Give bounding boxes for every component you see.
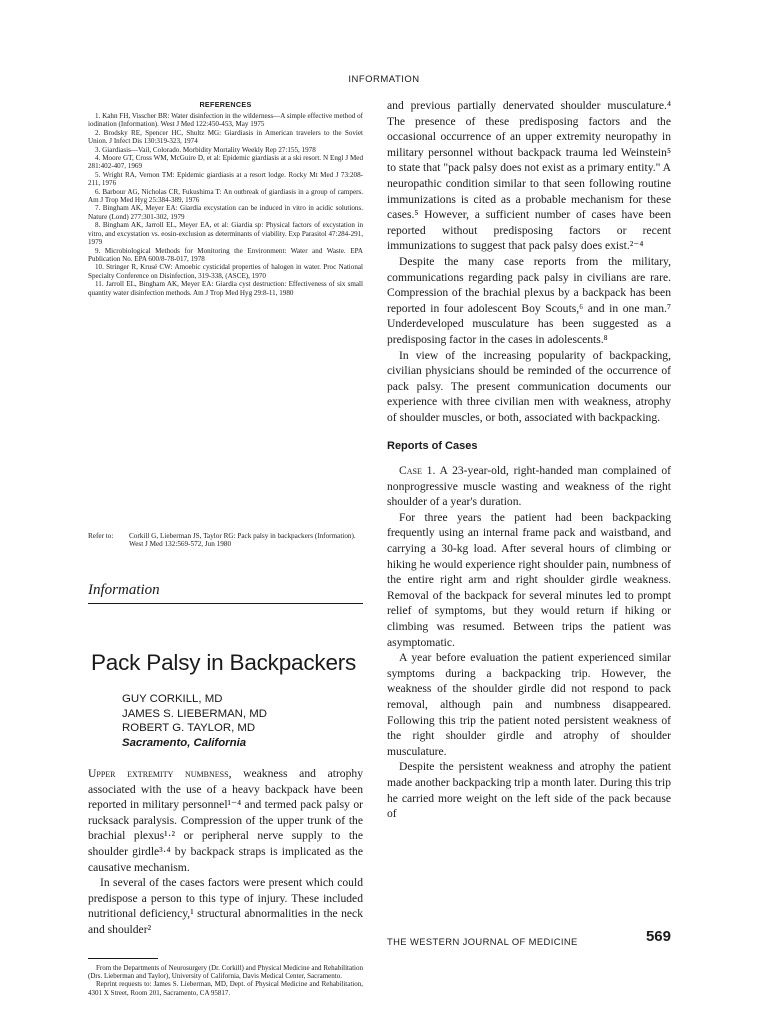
page-number: 569 bbox=[645, 928, 671, 945]
article-body-right bbox=[387, 98, 671, 822]
body-paragraph: For three years the patient had been backpacking frequently using an internal frame pack and waistband, and carrying a 30-kg load. After several hours of climbing or hiking he would experience right shoulder pain, numbness of the entire right arm and right shoulder girdle weakness. Removal of the backpack for several minutes led to prompt relief of symptoms, but they would return if hiking or climbing was resumed. Between trips the patient was asymptomatic. bbox=[387, 510, 671, 649]
reference-item: 5. Wright RA, Vernon TM: Epidemic giardiasis at a resort lodge. Rocky Mt Med J 73:208-211, 1976 bbox=[88, 170, 363, 188]
reference-item: 2. Brodsky RE, Spencer HC, Shultz MG: Giardiasis in American travelers to the Soviet Union. J Infect Dis 130:319-323, 1974 bbox=[88, 128, 363, 146]
paragraph-text: weakness and atrophy associated with the use of a heavy backpack have been reported in military personnel¹⁻⁴ and termed pack palsy or rucksack paralysis. Compression of the upper trunk of the brachial plexus¹·² or peripheral nerve supply to the shoulder girdle³·⁴ by backpack straps is implicated as the causative mechanism. bbox=[88, 767, 363, 874]
body-paragraph bbox=[387, 463, 671, 510]
author-name: GUY CORKILL, MD bbox=[122, 693, 223, 705]
reference-item: 9. Microbiological Methods for Monitoring the Environment: Water and Waste. EPA Publication No. EPA 600/8-78-017, 1978 bbox=[88, 246, 363, 263]
body-paragraph: Despite the many case reports from the military, communications regarding pack palsy in civilians are rare. Compression of the brachial plexus by a backpack has been reported in four adolescent Boy Scouts,⁶ and in one man.⁷ Underdeveloped musculature has been suggested as a predisposing factor in the cases in adolescents.⁸ bbox=[387, 254, 671, 346]
footnote-reprint: Reprint requests to: James S. Lieberman, MD, Dept. of Physical Medicine and Rehabilitation, 4301 X Street, Room 201, Sacramento, CA 95817. bbox=[88, 980, 363, 997]
article-body-left bbox=[88, 766, 363, 938]
footnote-affiliation: From the Departments of Neurosurgery (Dr. Corkill) and Physical Medicine and Rehabilitation (Drs. Lieberman and Taylor), University of California, Davis Medical Center, Sacramento. bbox=[88, 964, 363, 981]
journal-name: THE WESTERN JOURNAL OF MEDICINE bbox=[387, 936, 578, 947]
lead-in-small-caps: Upper extremity numbness, bbox=[88, 767, 232, 780]
reference-item: 1. Kahn FH, Visscher BR: Water disinfection in the wilderness—A simple effective method of iodination (Information). West J Med 122:450-453, May 1975 bbox=[88, 112, 363, 129]
references-heading: REFERENCES bbox=[199, 100, 252, 109]
body-paragraph: and previous partially denervated shoulder musculature.⁴ The presence of these predisposing factors and the occasional occurrence of an upper extremity neuropathy in military personnel without backpack trauma led Weinstein⁵ to state that "pack palsy does not exist as a primary entity." A neuropathic condition similar to that seen following routine immunizations is cited as a probable mechanism for these cases.⁵ However, a sufficient number of cases have been reported without predisposing factors or recent immunizations to suggest that pack palsy does exist.²⁻⁴ bbox=[387, 99, 672, 253]
reference-item: 8. Bingham AK, Jarroll EL, Meyer EA, et al: Giardia sp: Physical factors of excystation in vitro, and excystation vs. eosin-exclusion as determinants of viability. Exp Parasitol 47:284-291, 1979 bbox=[88, 221, 363, 247]
reference-item: 4. Moore GT, Cross WM, McGuire D, et al: Epidemic giardiasis at a ski resort. N Engl J Med 281:402-407, 1969 bbox=[88, 154, 363, 171]
body-paragraph: In view of the increasing popularity of backpacking, civilian physicians should be reminded of the occurrence of pack palsy. The present communication documents our experience with three civilian men with weakness, atrophy of shoulder muscles, or both, associated with backpacking. bbox=[387, 348, 671, 424]
reference-item: 11. Jarroll EL, Bingham AK, Meyer EA: Giardia cyst destruction: Effectiveness of six small quantity water disinfection methods. Am J Trop Med Hyg 29:8-11, 1980 bbox=[88, 280, 363, 297]
page-footer bbox=[387, 928, 671, 950]
body-paragraph: A year before evaluation the patient experienced similar symptoms during a backpacking trip. However, the weakness of the shoulder girdle did not respond to pack removal, although pain and numbness disappeared. Following this trip the patient noted persistent weakness of the right shoulder girdle and atrophy of shoulder musculature. bbox=[387, 651, 671, 758]
left-column bbox=[88, 98, 363, 997]
reference-item: 6. Barbour AG, Nicholas CR, Fukushima T: An outbreak of giardiasis in a group of campers. Am J Trop Med Hyg 25:384-389, 1976 bbox=[88, 187, 363, 205]
refer-to-citation bbox=[88, 532, 363, 549]
author-block bbox=[122, 692, 362, 750]
section-subheading: Reports of Cases bbox=[387, 440, 478, 453]
refer-to-label: Refer to: bbox=[88, 532, 114, 540]
author-location: Sacramento, California bbox=[122, 736, 247, 749]
running-head: INFORMATION bbox=[348, 74, 420, 85]
case-label: Case 1. bbox=[399, 464, 436, 478]
reference-item: 7. Bingham AK, Meyer EA: Giardia excystation can be induced in vitro in acidic solutions. Nature (Lond) 277:301-302, 1979 bbox=[88, 204, 363, 221]
footnote-divider bbox=[88, 958, 158, 959]
footnotes bbox=[88, 964, 363, 997]
section-label: Information bbox=[88, 582, 363, 604]
author-name: JAMES S. LIEBERMAN, MD bbox=[122, 707, 267, 720]
article-title: Pack Palsy in Backpackers bbox=[91, 650, 357, 675]
body-paragraph: In several of the cases factors were present which could predispose a person to this type of injury. These included nutritional deficiency,¹ structural abnormalities in the neck and shoulder² bbox=[88, 876, 363, 936]
references-list bbox=[88, 112, 363, 297]
body-paragraph bbox=[88, 766, 363, 875]
paragraph-text: A 23-year-old, right-handed man complained of nonprogressive muscle wasting and weakness of the right shoulder of a year's duration. bbox=[387, 464, 671, 509]
reference-item: 3. Giardiasis—Vail, Colorado. Morbidity Mortality Weekly Rep 27:155, 1978 bbox=[95, 145, 316, 154]
refer-to-text: Corkill G, Lieberman JS, Taylor RG: Pack palsy in backpackers (Information). West J Med 132:569-572, Jun 1980 bbox=[129, 532, 356, 549]
reference-item: 10. Stringer R, Krusé CW: Amoebic cysticidal properties of halogen in water. Proc National Specialty Conference on Disinfection, 319-338, (ASCE), 1970 bbox=[88, 263, 363, 280]
author-name: ROBERT G. TAYLOR, MD bbox=[122, 722, 256, 734]
body-paragraph: Despite the persistent weakness and atrophy the patient made another backpacking trip a month later. During this trip he carried more weight on the left side of the pack because of bbox=[387, 760, 671, 821]
